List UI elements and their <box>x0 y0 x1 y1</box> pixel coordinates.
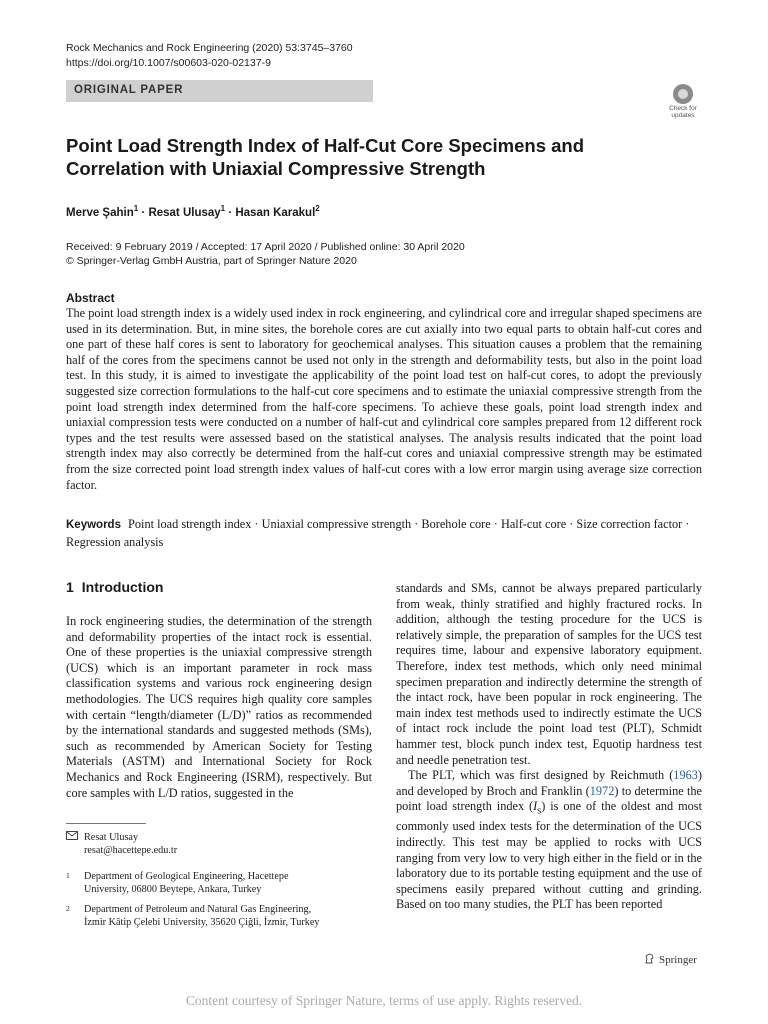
para-text: The PLT, which was first designed by Reichmuth ( <box>408 768 674 783</box>
springer-horse-icon <box>644 953 655 964</box>
publisher-name: Springer <box>659 954 697 966</box>
author-name[interactable]: Hasan Karakul <box>235 206 316 219</box>
author-list <box>66 204 320 219</box>
affiliation-number: 2 <box>66 904 70 913</box>
para-text: ) is one of the oldest and most commonly used index tests for the determination of the UCS indirectly. This test may be applied to rocks with UCS ranging from very low to very high either in the field or in the laboratory due to its portable testing equipment and the use of specimens easily prepared without cutting and grinding. Based on too many studies, the PLT has been reported <box>396 799 702 912</box>
keywords-label: Keywords <box>66 519 121 531</box>
footnote-divider <box>66 823 146 824</box>
courtesy-notice: Content courtesy of Springer Nature, terms of use apply. Rights reserved. <box>185 993 583 1008</box>
copyright-line: © Springer-Verlag GmbH Austria, part of Springer Nature 2020 <box>66 255 357 267</box>
paper-title: Point Load Strength Index of Half-Cut Core Specimens and Correlation with Uniaxial Compressive Strength <box>66 135 585 179</box>
author-affiliation: 1 <box>220 204 226 213</box>
section-number: 1 <box>66 579 74 595</box>
affiliation-2 <box>84 903 364 929</box>
abstract-text: The point load strength index is a widely used index in rock engineering, and cylindrical core and irregular shaped specimens are used in its determination. But, in mine sites, the borehole cores are cut axially into two equal parts to obtain half-cut cores and one part of these half cores is sent to laboratory for geochemical analyses. This situation causes a problem that the remaining half of the cores from the specimens cannot be used not only in the strength and deformability tests, but also in the point load test. In this study, it is aimed to investigate the applicability of the point load test on half-cut cores, to adopt the previously suggested size correction formulations to the half-cut core specimens and to estimate the uniaxial compressive strength from the point load strength index determined from the half-core specimens. To achieve these goals, point load strength index and uniaxial compression tests were conducted on a number of half-cut and cylindrical core samples prepared from 12 different rock types and the test results were assessed based on the statistical analyses. The analysis results indicated that the point load strength index may also correctly be determined from the half-cut cores and uniaxial compressive strength may be estimated from the size corrected point load strength index values of half-cut cores with a low error margin using average size correction factor. <box>66 306 702 492</box>
section-title: Introduction <box>81 579 164 595</box>
para-text: ) and developed by Broch and Franklin ( <box>396 768 702 798</box>
author-affiliation: 1 <box>133 204 139 213</box>
is-subscript: s <box>537 805 542 817</box>
abstract-heading: Abstract <box>66 291 115 305</box>
check-line-1: Check for <box>669 105 697 112</box>
affiliation-line: İzmir Kâtip Çelebi University, 35620 Çiğli, İzmir, Turkey <box>84 917 320 928</box>
affiliation-line: Department of Geological Engineering, Hacettepe <box>84 871 289 882</box>
right-column <box>396 581 702 913</box>
affiliation-1 <box>84 870 354 896</box>
intro-paragraph-1: In rock engineering studies, the determination of the strength and deformability properties of the intact rock is essential. One of these properties is the uniaxial compressive strength (UCS) which is an important parameter in rock mass classification systems and various rock engineering design methodologies. The UCS requires high quality core samples with certain “length/diameter (L/D)” ratios as recommended by the international standards and suggested methods (SMs), such as recommended by American Society for Testing Materials (ASTM) and International Society for Rock Mechanics and Rock Engineering (ISRM), respectively. But core samples with L/D ratios, suggested in the <box>66 614 372 800</box>
is-symbol: I <box>533 799 538 814</box>
keywords-block <box>66 516 702 551</box>
check-for-updates-badge[interactable] <box>664 84 702 122</box>
intro-paragraph-2: standards and SMs, cannot be always prepared particularly from weak, thinly stratified and highly fractured rocks. In addition, although the testing procedure for the UCS is relatively simple, the preparation of samples for the UCS test requires time, labour and expensive laboratory equipment. Therefore, index test methods, which only need minimal specimen preparation and indirectly determine the strength of the intact rock, have been popular in rock engineering. The main index test methods used to indirectly estimate the UCS of intact rock include the point load test (PLT), Schmidt hammer test, block punch index test, Equotip hardness test and needle penetration test. <box>396 581 702 767</box>
author-name[interactable]: Merve Şahin <box>66 206 134 219</box>
history-dates: Received: 9 February 2019 / Accepted: 17 April 2020 / Published online: 30 April 2020 <box>66 241 465 253</box>
crossmark-icon <box>673 84 693 104</box>
citation-link[interactable]: 1963 <box>673 768 698 783</box>
publisher-logo <box>644 953 697 966</box>
check-line-2: updates <box>671 112 695 119</box>
affiliation-number: 1 <box>66 871 70 880</box>
author-affiliation: 2 <box>315 204 320 213</box>
envelope-icon <box>66 831 78 840</box>
left-column <box>66 614 372 801</box>
section-heading-introduction <box>66 579 163 595</box>
publication-dates <box>66 240 465 268</box>
intro-paragraph-3 <box>396 768 702 913</box>
author-separator: · <box>138 206 149 219</box>
corresponding-email[interactable]: resat@hacettepe.edu.tr <box>84 845 178 856</box>
citation-link[interactable]: 1972 <box>589 783 615 798</box>
author-name[interactable]: Resat Ulusay <box>148 206 221 219</box>
para-text: ) to determine the point load strength index ( <box>396 783 702 814</box>
doi-link[interactable]: https://doi.org/10.1007/s00603-020-02137-9 <box>66 57 271 69</box>
check-for-updates-label <box>664 105 702 119</box>
corresponding-author <box>84 831 177 857</box>
affiliation-line: University, 06800 Beytepe, Ankara, Turkey <box>84 884 262 895</box>
journal-header <box>66 41 353 71</box>
affiliation-line: Department of Petroleum and Natural Gas Engineering, <box>84 904 312 915</box>
corresponding-name: Resat Ulusay <box>84 832 139 843</box>
article-type-label: ORIGINAL PAPER <box>74 84 184 96</box>
journal-citation: Rock Mechanics and Rock Engineering (2020) 53:3745–3760 <box>66 42 353 54</box>
keywords-text: Point load strength index · Uniaxial compressive strength · Borehole core · Half-cut core · Size correction factor · Regression analysis <box>66 517 690 549</box>
author-separator: · <box>225 206 236 219</box>
